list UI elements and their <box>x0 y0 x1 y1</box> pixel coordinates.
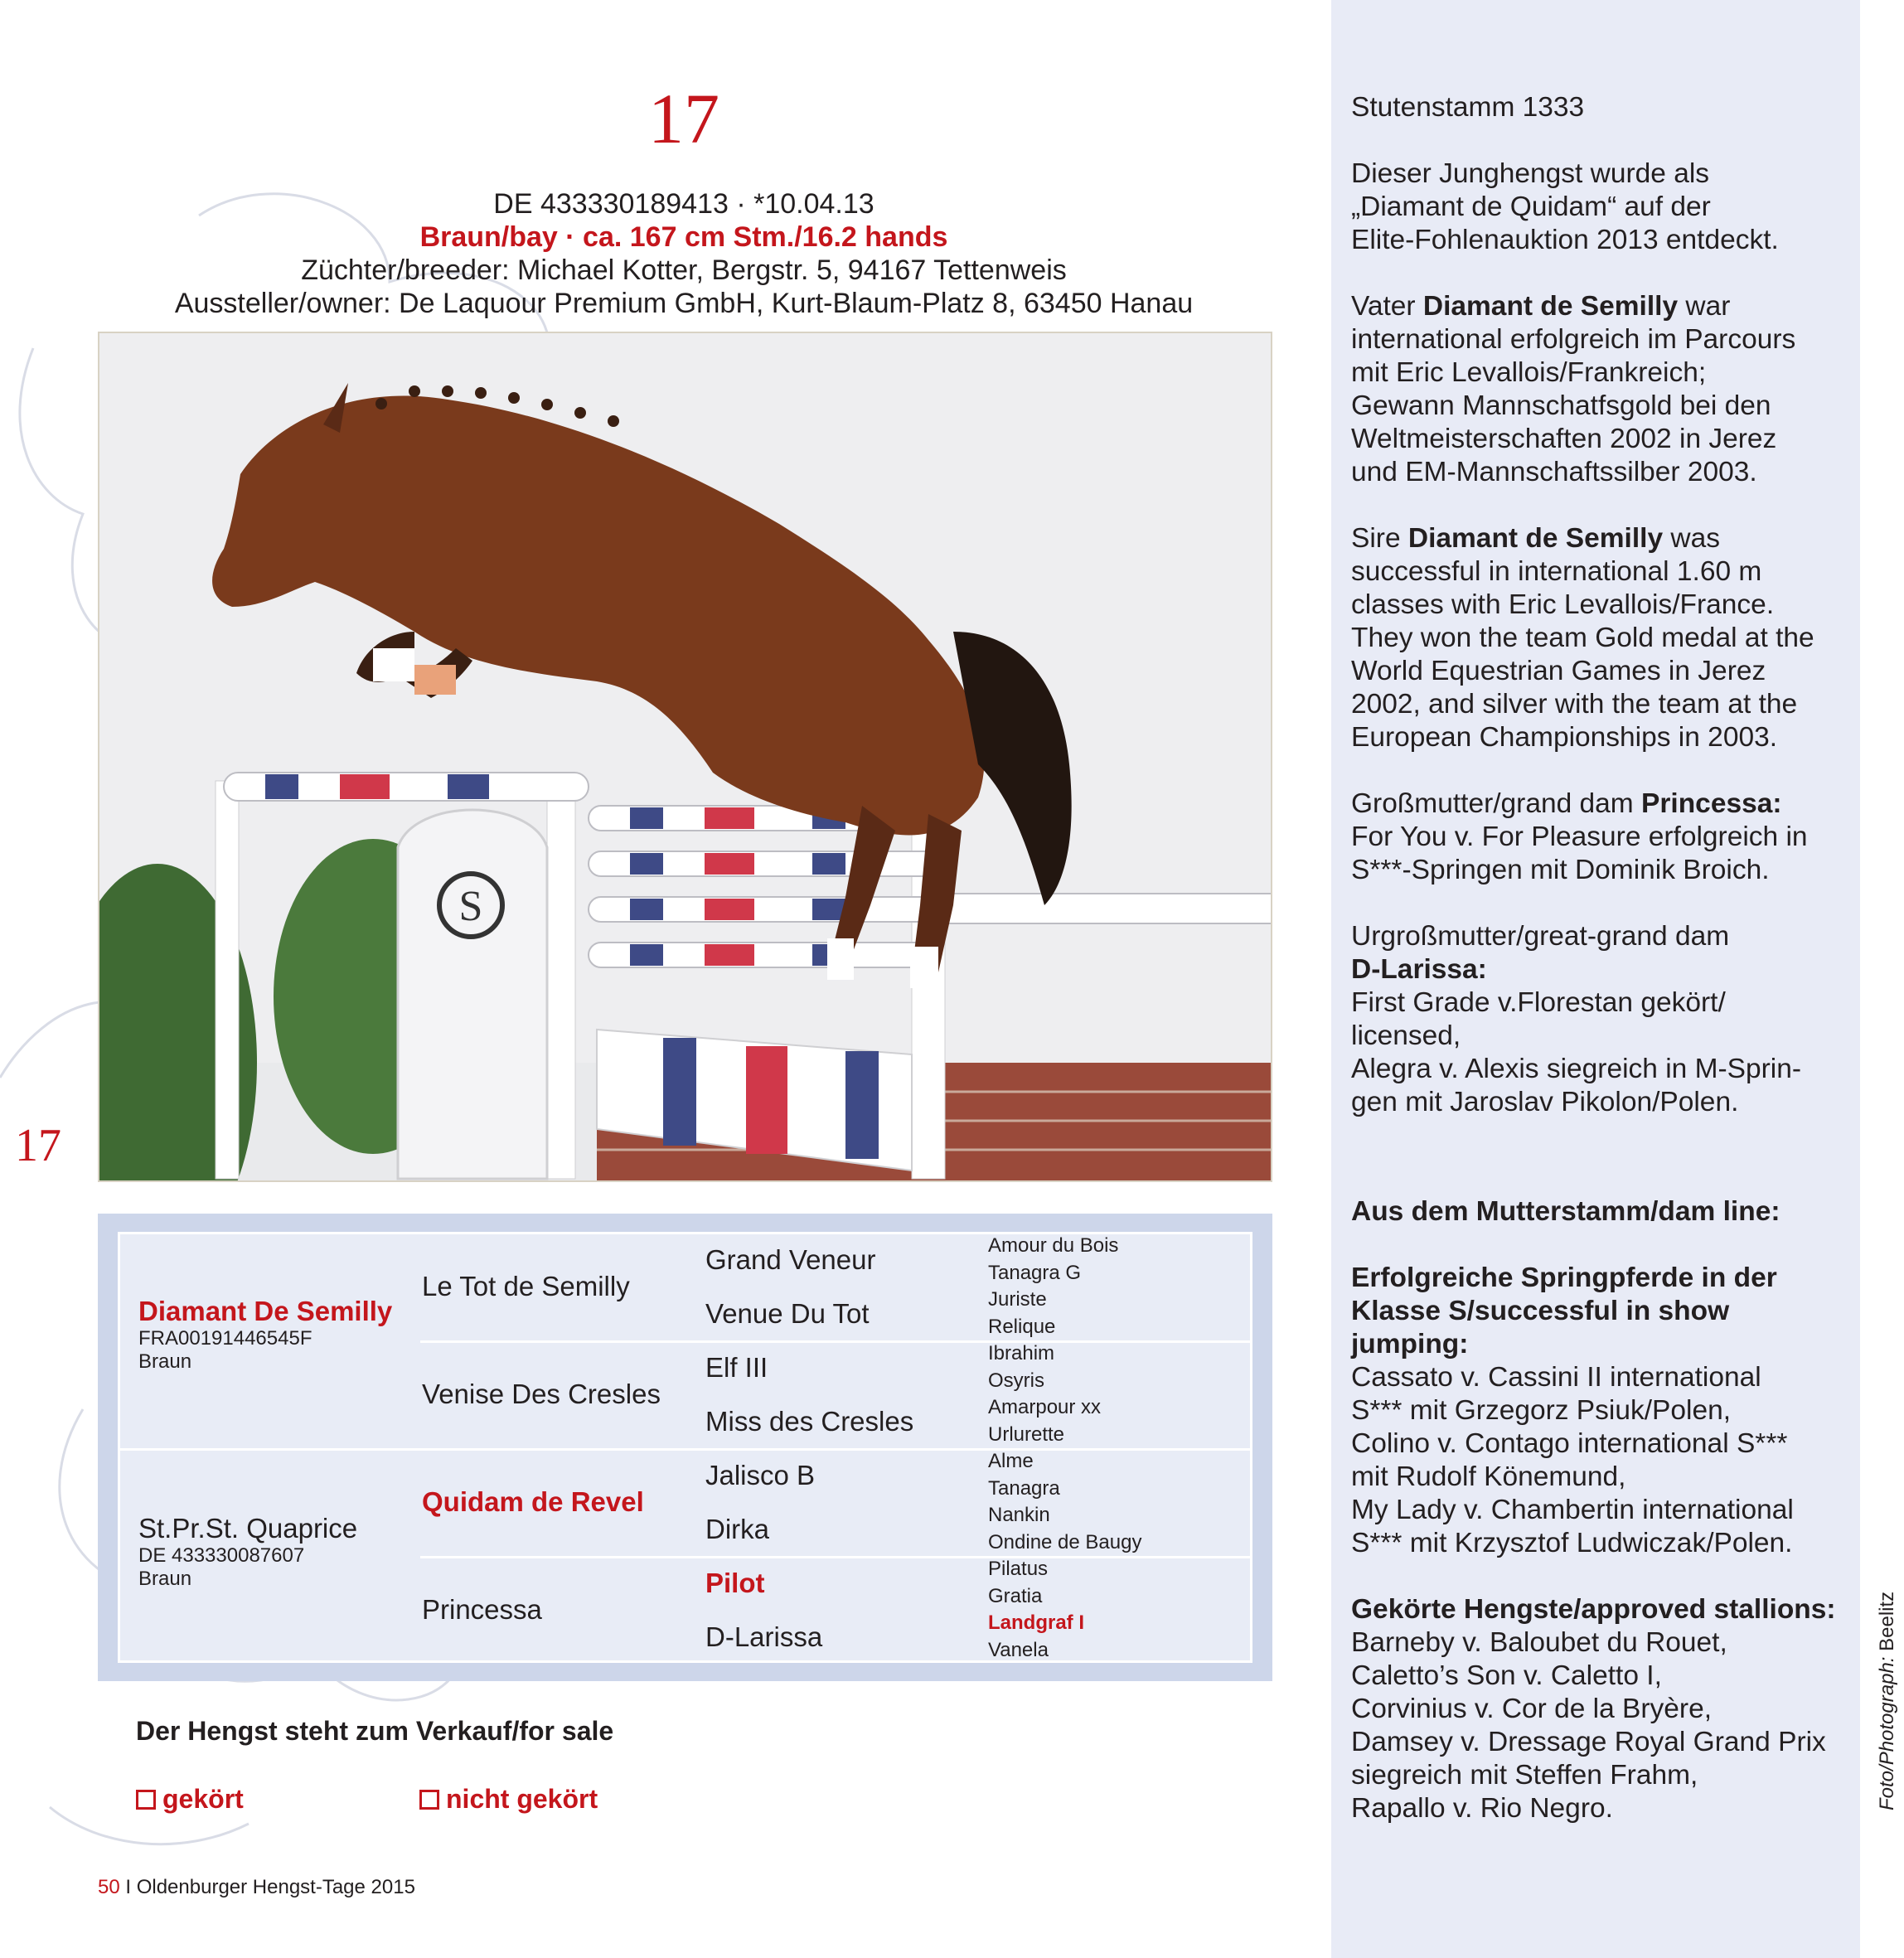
sire-highlight: Diamant de Semilly <box>1422 291 1679 322</box>
text-line: Damsey v. Dressage Royal Grand Prix <box>1351 1727 1826 1757</box>
text-fragment: was <box>1663 523 1720 554</box>
side-lot-number: 17 <box>15 1120 61 1171</box>
text-line: Barneby v. Baloubet du Rouet, <box>1351 1627 1727 1658</box>
success-paragraph <box>1351 1262 1853 1560</box>
text-line: Alegra v. Alexis siegreich in M-Sprin- <box>1351 1054 1802 1084</box>
text-line: 2002, and silver with the team at the <box>1351 689 1798 720</box>
sire-reg: FRA00191446545F <box>138 1327 312 1350</box>
horse-photo <box>98 332 1272 1182</box>
text-line: successful in international 1.60 m <box>1351 556 1762 587</box>
dam-name: St.Pr.St. Quaprice <box>138 1513 358 1544</box>
success-heading: Klasse S/successful in show jumping: <box>1351 1296 1730 1359</box>
text-fragment: war <box>1678 291 1731 322</box>
text-line: mit Rudolf Könemund, <box>1351 1461 1626 1492</box>
for-sale-note: Der Hengst steht zum Verkauf/for sale <box>136 1716 614 1746</box>
text-line: Urgroßmutter/great-grand dam <box>1351 921 1730 952</box>
horse-info <box>99 187 1268 320</box>
pedigree-panel <box>118 1232 1252 1663</box>
option-gekoert <box>136 1784 244 1815</box>
text-line: mit Eric Levallois/Frankreich; <box>1351 357 1707 388</box>
stallions-heading: Gekörte Hengste/approved stallions: <box>1351 1594 1836 1625</box>
text-fragment: Sire <box>1351 523 1408 554</box>
option-nicht-gekoert-label: nicht gekört <box>446 1784 598 1814</box>
dam-color: Braun <box>138 1568 192 1590</box>
text-line: international erfolgreich im Parcours <box>1351 324 1796 355</box>
pedigree-sire <box>138 1296 392 1374</box>
pedigree-gen4: Relique <box>988 1315 1056 1338</box>
pedigree-gen2: Princessa <box>422 1594 542 1625</box>
pedigree-gen4: Urlurette <box>988 1422 1065 1446</box>
dam-reg: DE 433330087607 <box>138 1544 305 1567</box>
pedigree-divider <box>420 1340 1252 1343</box>
text-line: Elite-Fohlenauktion 2013 entdeckt. <box>1351 225 1779 255</box>
text-line: First Grade v.Florestan gekört/ <box>1351 987 1726 1018</box>
photo-credit-label: Foto/Photograph: <box>1876 1656 1898 1810</box>
pedigree-gen4: Osyris <box>988 1369 1044 1392</box>
damline-heading <box>1351 1195 1853 1229</box>
vater-paragraph <box>1351 290 1853 489</box>
breeder-line: Züchter/breeder: Michael Kotter, Bergstr. 5, 94167 Tettenweis <box>301 254 1067 286</box>
text-line: Rapallo v. Rio Negro. <box>1351 1793 1613 1824</box>
pedigree-gen3: Elf III <box>705 1352 768 1383</box>
stallions-paragraph <box>1351 1593 1853 1825</box>
pedigree-divider <box>120 1448 1252 1451</box>
text-line: Dieser Junghengst wurde als <box>1351 158 1710 189</box>
text-line: classes with Eric Levallois/France. <box>1351 589 1775 620</box>
pedigree-divider <box>420 1556 1252 1558</box>
text-line: „Diamant de Quidam“ auf der <box>1351 191 1711 222</box>
checkbox-icon <box>419 1790 439 1810</box>
pedigree-gen3: D-Larissa <box>705 1621 823 1652</box>
owner-line: Aussteller/owner: De Laquour Premium GmbH, Kurt-Blaum-Platz 8, 63450 Hanau <box>174 288 1194 319</box>
text-line: For You v. For Pleasure erfolgreich in <box>1351 821 1808 852</box>
text-line: S*** mit Krzysztof Ludwiczak/Polen. <box>1351 1528 1793 1558</box>
text-line: Caletto’s Son v. Caletto I, <box>1351 1660 1662 1691</box>
text-fragment: Großmutter/grand dam <box>1351 788 1642 819</box>
damline-heading-text: Aus dem Mutterstamm/dam line: <box>1351 1196 1780 1227</box>
pedigree-dam <box>138 1513 357 1591</box>
text-line: licensed, <box>1351 1020 1461 1051</box>
stutenstamm: Stutenstamm 1333 <box>1351 92 1585 123</box>
text-line: Corvinius v. Cor de la Bryère, <box>1351 1694 1713 1724</box>
sire-paragraph <box>1351 522 1853 754</box>
pedigree-gen4: Tanagra G <box>988 1261 1082 1284</box>
pedigree-gen3: Venue Du Tot <box>705 1298 870 1329</box>
right-text <box>1351 91 1853 1859</box>
pedigree-gen4: Ondine de Baugy <box>988 1530 1142 1553</box>
page-footer <box>98 1876 415 1899</box>
pedigree-gen3: Dirka <box>705 1514 770 1544</box>
sire-name: Diamant De Semilly <box>138 1296 393 1326</box>
text-fragment: Vater <box>1351 291 1423 322</box>
photo-credit-name: Beelitz <box>1876 1591 1898 1657</box>
success-heading: Erfolgreiche Springpferde in der <box>1351 1263 1777 1293</box>
text-line: Gewann Mannschatfsgold bei den <box>1351 390 1771 421</box>
pedigree-gen4: Amarpour xx <box>988 1396 1102 1418</box>
pedigree-gen3: Grand Veneur <box>705 1244 876 1275</box>
great-granddam-highlight: D-Larissa: <box>1351 954 1487 985</box>
pedigree-gen4: Juriste <box>988 1288 1047 1311</box>
pedigree-gen4: Amour du Bois <box>988 1234 1119 1257</box>
text-line: European Championships in 2003. <box>1351 722 1778 753</box>
pedigree-gen2: Le Tot de Semilly <box>422 1271 630 1301</box>
lot-number: 17 <box>648 79 719 158</box>
granddam-paragraph <box>1351 788 1853 887</box>
sire-color: Braun <box>138 1350 192 1373</box>
checkbox-icon <box>136 1790 156 1810</box>
intro-paragraph <box>1351 158 1853 257</box>
option-gekoert-label: gekört <box>162 1784 244 1814</box>
text-line: und EM-Mannschaftssilber 2003. <box>1351 457 1757 487</box>
id-line: DE 433330189413 · *10.04.13 <box>493 188 874 220</box>
pedigree-table <box>98 1214 1272 1681</box>
pedigree-gen4: Vanela <box>988 1638 1049 1661</box>
text-line: Cassato v. Cassini II international <box>1351 1362 1761 1393</box>
pedigree-gen4: Landgraf I <box>988 1611 1085 1634</box>
pedigree-gen2: Quidam de Revel <box>422 1486 644 1517</box>
text-line: They won the team Gold medal at the <box>1351 623 1814 653</box>
color-size-line: Braun/bay · ca. 167 cm Stm./16.2 hands <box>419 221 948 253</box>
pedigree-gen4: Ibrahim <box>988 1342 1055 1364</box>
pedigree-gen4: Nankin <box>988 1504 1050 1526</box>
pedigree-gen3: Pilot <box>705 1568 765 1598</box>
footer-text: I Oldenburger Hengst-Tage 2015 <box>119 1876 415 1898</box>
sire-highlight: Diamant de Semilly <box>1407 523 1664 554</box>
text-line: My Lady v. Chambertin international <box>1351 1495 1794 1525</box>
text-line: S***-Springen mit Dominik Broich. <box>1351 855 1770 885</box>
page-number: 50 <box>98 1876 120 1898</box>
logo-letter: S <box>458 883 483 930</box>
pedigree-gen2: Venise Des Cresles <box>422 1379 661 1409</box>
pedigree-gen3: Jalisco B <box>705 1460 816 1490</box>
text-line: S*** mit Grzegorz Psiuk/Polen, <box>1351 1395 1732 1426</box>
granddam-highlight: Princessa: <box>1641 788 1782 819</box>
pedigree-gen4: Gratia <box>988 1584 1043 1607</box>
photo-credit <box>1876 1592 1899 1810</box>
text-line: Colino v. Contago international S*** <box>1351 1428 1788 1459</box>
pedigree-gen3: Miss des Cresles <box>705 1406 914 1437</box>
text-line: siegreich mit Steffen Frahm, <box>1351 1760 1698 1791</box>
pedigree-gen4: Tanagra <box>988 1476 1060 1500</box>
text-line: gen mit Jaroslav Pikolon/Polen. <box>1351 1087 1739 1117</box>
great-granddam-paragraph <box>1351 920 1853 1119</box>
option-nicht-gekoert <box>419 1784 598 1815</box>
text-line: World Equestrian Games in Jerez <box>1351 656 1766 686</box>
pedigree-gen4: Alme <box>988 1450 1034 1472</box>
text-line: Weltmeisterschaften 2002 in Jerez <box>1351 424 1777 454</box>
pedigree-gen4: Pilatus <box>988 1558 1049 1580</box>
